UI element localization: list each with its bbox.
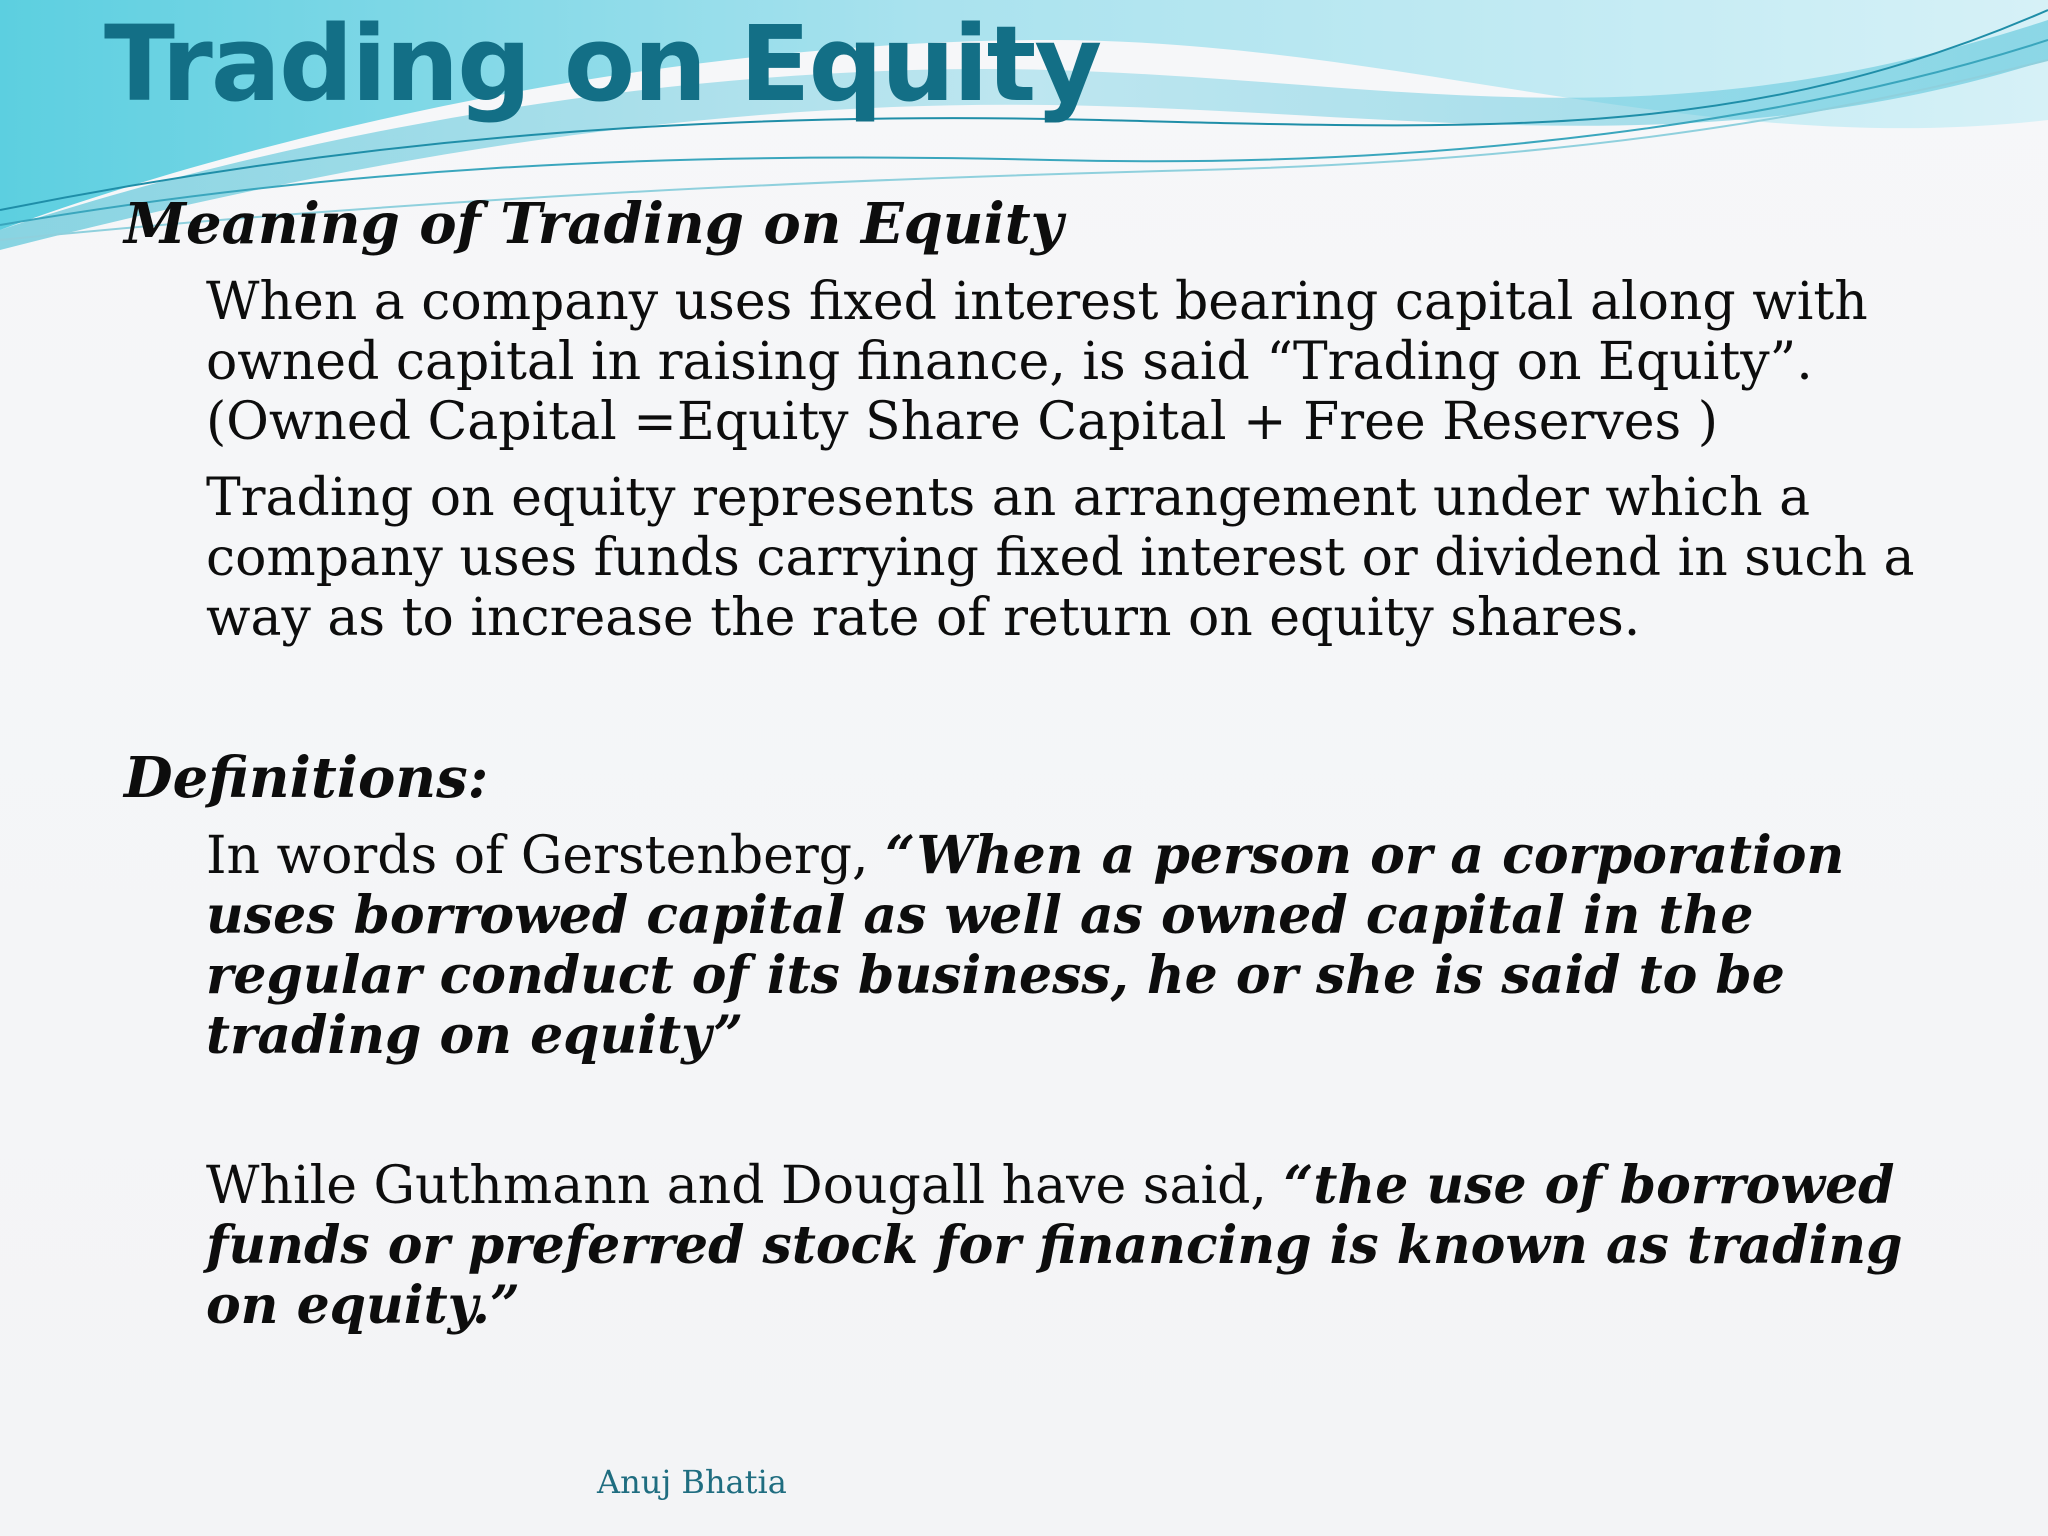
gerstenberg-quote: “When a person or a corporation uses borrowed capital as well as owned capital in the regular conduct of its business, he or she is said to be trading on equity” bbox=[206, 825, 1845, 1066]
guthmann-quote: “the use of borrowed funds or preferred stock for financing is known as trading on equity.” bbox=[206, 1155, 1903, 1336]
slide-title: Trading on Equity bbox=[104, 3, 1101, 125]
author-footer: Anuj Bhatia bbox=[597, 1463, 787, 1501]
meaning-paragraph-2: Trading on equity represents an arrangement under which a company uses funds carrying fixed interest or dividend in such a way as to increase the rate of return on equity shares. bbox=[206, 468, 1915, 648]
meaning-heading: Meaning of Trading on Equity bbox=[124, 191, 1064, 257]
definitions-heading: Definitions: bbox=[124, 745, 489, 811]
gerstenberg-definition bbox=[206, 826, 1936, 1066]
guthmann-intro: While Guthmann and Dougall have said, bbox=[206, 1156, 1284, 1216]
gerstenberg-intro: In words of Gerstenberg, bbox=[206, 826, 886, 886]
meaning-paragraph-1: When a company uses fixed interest bearing capital along with owned capital in raising finance, is said “Trading on Equity”. (Owned Capital =Equity Share Capital + Free Reserves ) bbox=[206, 272, 1868, 452]
guthmann-dougall-definition bbox=[206, 1156, 1936, 1336]
